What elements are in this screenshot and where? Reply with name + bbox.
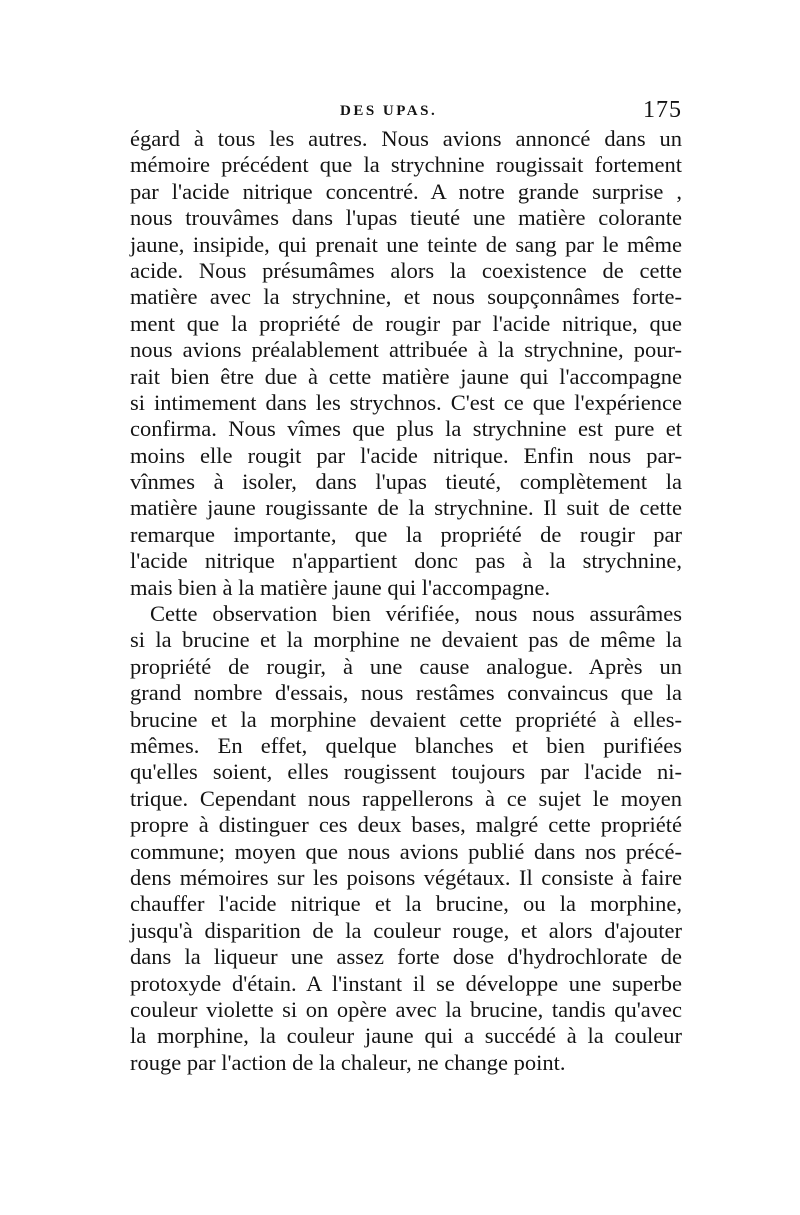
text-line: dans la liqueur une assez forte dose d'hydrochlorate de <box>130 944 682 970</box>
text-line: moins elle rougit par l'acide nitrique. Enfin nous par- <box>130 442 682 468</box>
text-line: la morphine, la couleur jaune qui a succédé à la couleur <box>130 1023 682 1049</box>
text-line: si la brucine et la morphine ne devaient pas de même la <box>130 627 682 653</box>
text-line: grand nombre d'essais, nous restâmes convaincus que la <box>130 680 682 706</box>
text-line: trique. Cependant nous rappellerons à ce sujet le moyen <box>130 785 682 811</box>
running-title: DES UPAS. <box>340 103 438 119</box>
text-line: mêmes. En effet, quelque blanches et bien purifiées <box>130 732 682 758</box>
running-head <box>130 97 682 127</box>
text-line: chauffer l'acide nitrique et la brucine, ou la morphine, <box>130 891 682 917</box>
page-number: 175 <box>643 97 682 123</box>
body-text <box>130 126 682 1076</box>
text-line: propre à distinguer ces deux bases, malgré cette propriété <box>130 812 682 838</box>
text-line: si intimement dans les strychnos. C'est ce que l'expérience <box>130 389 682 415</box>
text-line: matière avec la strychnine, et nous soupçonnâmes forte- <box>130 284 682 310</box>
text-line: couleur violette si on opère avec la brucine, tandis qu'avec <box>130 996 682 1022</box>
text-line: l'acide nitrique n'appartient donc pas à la strychnine, <box>130 548 682 574</box>
text-line: mémoire précédent que la strychnine rougissait fortement <box>130 152 682 178</box>
paragraph-2 <box>130 601 682 1076</box>
text-line: matière jaune rougissante de la strychnine. Il suit de cette <box>130 495 682 521</box>
text-line: rouge par l'action de la chaleur, ne change point. <box>130 1049 566 1075</box>
text-line: rait bien être due à cette matière jaune qui l'accompagne <box>130 363 682 389</box>
text-line: confirma. Nous vîmes que plus la strychnine est pure et <box>130 416 682 442</box>
text-line: protoxyde d'étain. A l'instant il se développe une superbe <box>130 970 682 996</box>
text-line: jaune, insipide, qui prenait une teinte de sang par le même <box>130 231 682 257</box>
text-line: mais bien à la matière jaune qui l'accompagne. <box>130 574 551 600</box>
text-line: égard à tous les autres. Nous avions annoncé dans un <box>130 126 682 151</box>
text-line: vînmes à isoler, dans l'upas tieuté, complètement la <box>130 469 682 495</box>
text-line: commune; moyen que nous avions publié dans nos précé- <box>130 838 682 864</box>
text-line: nous avions préalablement attribuée à la strychnine, pour- <box>130 337 682 363</box>
text-line: jusqu'à disparition de la couleur rouge, et alors d'ajouter <box>130 917 682 943</box>
text-line: propriété de rougir, à une cause analogue. Après un <box>130 653 682 679</box>
text-line: remarque importante, que la propriété de rougir par <box>130 521 682 547</box>
text-line: par l'acide nitrique concentré. A notre grande surprise , <box>130 178 682 204</box>
text-line: acide. Nous présumâmes alors la coexistence de cette <box>130 257 682 283</box>
text-line: nous trouvâmes dans l'upas tieuté une matière colorante <box>130 205 682 231</box>
text-line: brucine et la morphine devaient cette propriété à elles- <box>130 706 682 732</box>
text-line: Cette observation bien vérifiée, nous nous assurâmes <box>150 601 682 627</box>
text-line: qu'elles soient, elles rougissent toujours par l'acide ni- <box>130 759 682 785</box>
text-line: dens mémoires sur les poisons végétaux. Il consiste à faire <box>130 864 682 890</box>
text-line: ment que la propriété de rougir par l'acide nitrique, que <box>130 310 682 336</box>
paragraph-1 <box>130 126 682 601</box>
